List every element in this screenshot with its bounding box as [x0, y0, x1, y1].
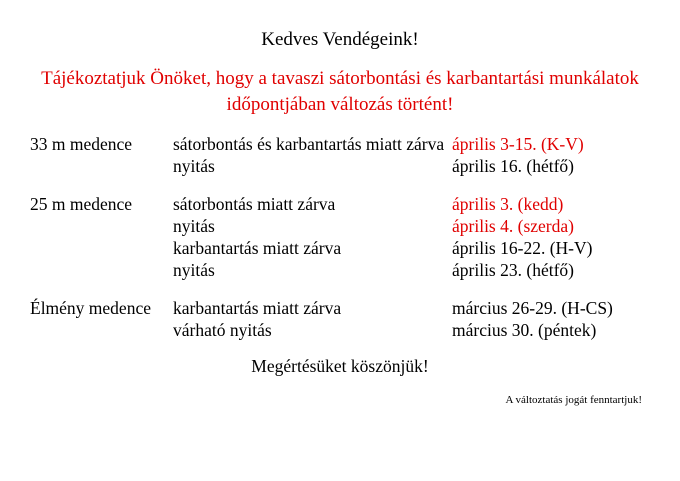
event-label: sátorbontás és karbantartás miatt zárva	[173, 134, 445, 154]
event-column	[173, 133, 452, 177]
schedule-section-25m	[30, 193, 680, 281]
notice-line-1: Tájékoztatjuk Önöket, hogy a tavaszi sátorbontási és karbantartási munkálatok	[41, 68, 639, 89]
date-label: április 4. (szerda)	[452, 216, 574, 236]
notice-paragraph	[30, 66, 650, 118]
event-column	[173, 193, 452, 281]
event-label: sátorbontás miatt zárva	[173, 194, 336, 214]
page-title: Kedves Vendégeink!	[261, 29, 419, 50]
date-column	[452, 133, 680, 177]
date-column	[452, 297, 680, 341]
disclaimer-text: A változtatás jogát fenntartjuk!	[505, 394, 642, 406]
event-label: karbantartás miatt zárva	[173, 238, 342, 258]
schedule-section-elmeny	[30, 297, 680, 341]
date-label: április 16-22. (H-V)	[452, 238, 593, 258]
event-label: nyitás	[173, 260, 215, 280]
pool-name: 33 m medence	[30, 134, 133, 154]
schedule-section-33m	[30, 133, 680, 177]
event-label: karbantartás miatt zárva	[173, 298, 342, 318]
date-column	[452, 193, 680, 281]
event-label: várható nyitás	[173, 320, 272, 340]
event-label: nyitás	[173, 156, 215, 176]
notice-line-2: időpontjában változás történt!	[226, 94, 454, 115]
event-label: nyitás	[173, 216, 215, 236]
pool-name: Élmény medence	[30, 298, 151, 318]
event-column	[173, 297, 452, 341]
date-label: március 30. (péntek)	[452, 320, 597, 340]
date-label: április 23. (hétfő)	[452, 260, 574, 280]
date-label: április 16. (hétfő)	[452, 156, 574, 176]
date-label: április 3. (kedd)	[452, 194, 564, 214]
date-label: március 26-29. (H-CS)	[452, 298, 613, 318]
date-label: április 3-15. (K-V)	[452, 134, 584, 154]
thanks-text: Megértésüket köszönjük!	[251, 356, 429, 376]
schedule-table	[0, 133, 680, 341]
pool-name: 25 m medence	[30, 194, 133, 214]
